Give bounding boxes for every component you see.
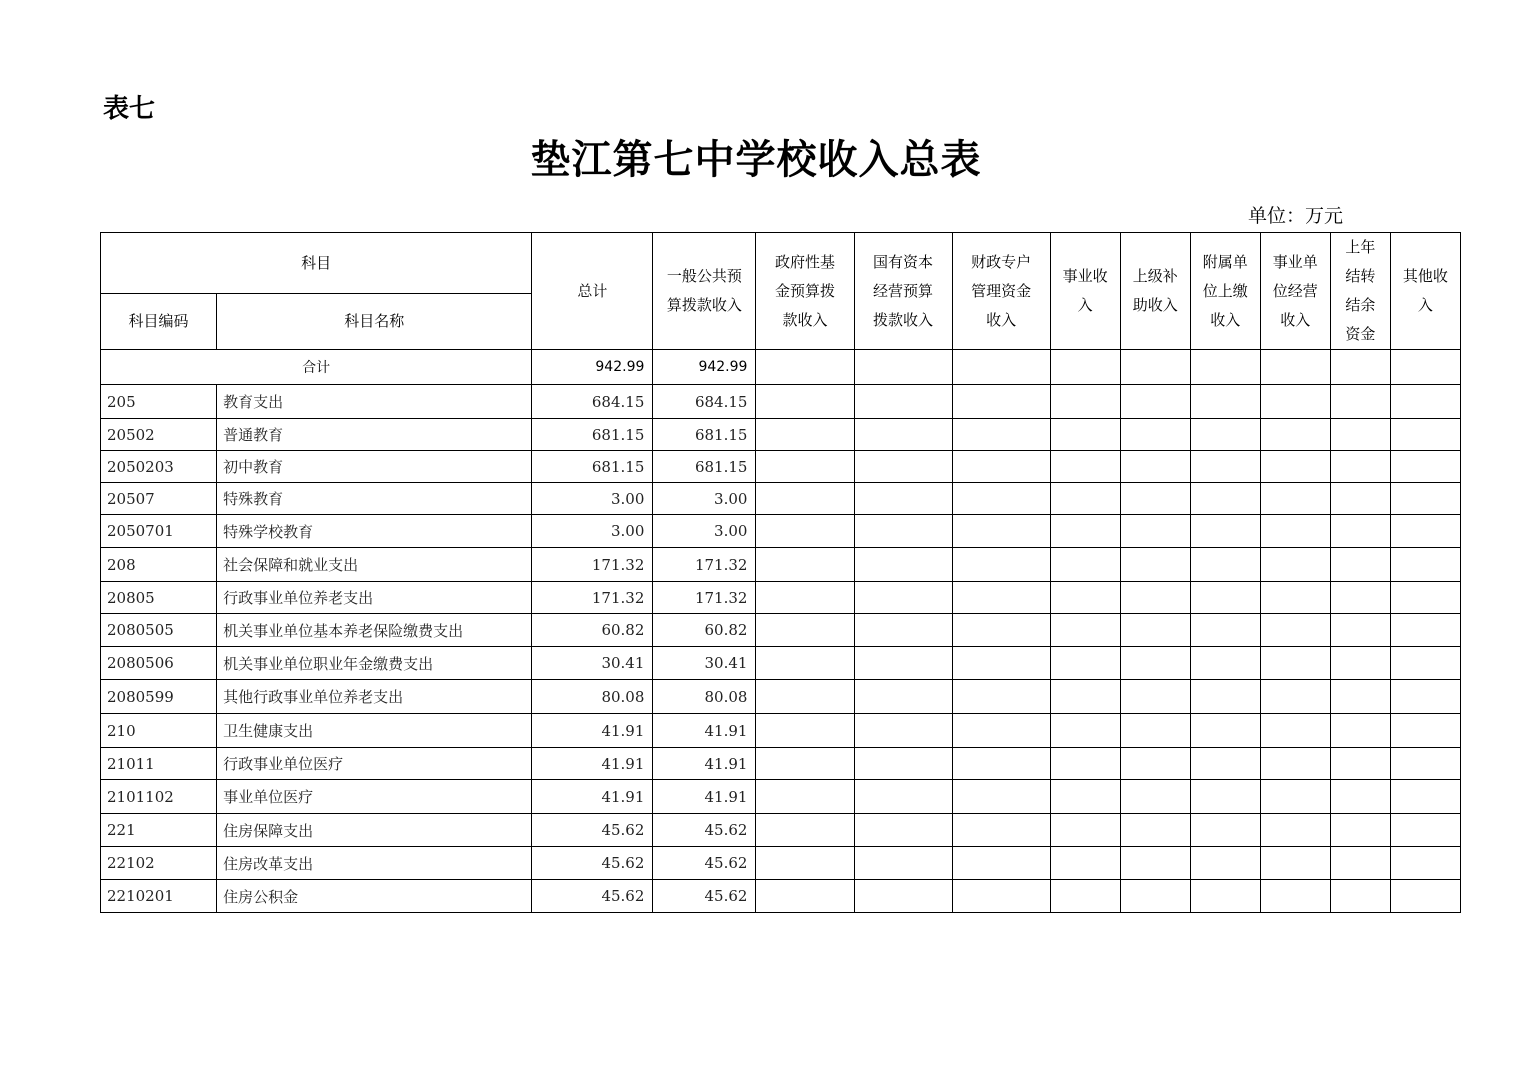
empty-cell [1390, 483, 1460, 515]
header-name: 科目名称 [217, 294, 532, 350]
row-general-budget: 171.32 [653, 582, 756, 614]
row-code: 20805 [101, 582, 217, 614]
empty-cell [1050, 814, 1120, 847]
row-total: 41.91 [532, 714, 653, 748]
table-row [101, 880, 1461, 913]
empty-cell [1190, 847, 1260, 880]
empty-cell [854, 847, 952, 880]
empty-cell [1260, 483, 1330, 515]
row-total: 41.91 [532, 780, 653, 814]
empty-cell [1190, 451, 1260, 483]
row-total: 681.15 [532, 451, 653, 483]
empty-cell [952, 780, 1050, 814]
empty-cell [1120, 582, 1190, 614]
row-code: 20502 [101, 419, 217, 451]
row-name: 住房公积金 [217, 880, 532, 913]
empty-cell [756, 748, 854, 780]
header-row-1 [101, 233, 1461, 294]
table-row [101, 614, 1461, 647]
empty-cell [1120, 680, 1190, 714]
header-other-income: 其他收入 [1390, 233, 1460, 350]
table-row [101, 847, 1461, 880]
empty-cell [1330, 780, 1390, 814]
row-general-budget: 41.91 [653, 780, 756, 814]
table-row [101, 814, 1461, 847]
row-name: 普通教育 [217, 419, 532, 451]
row-general-budget: 3.00 [653, 483, 756, 515]
row-total: 3.00 [532, 483, 653, 515]
row-code: 22102 [101, 847, 217, 880]
empty-cell [1390, 614, 1460, 647]
empty-cell [1330, 419, 1390, 451]
header-fiscal-special: 财政专户管理资金收入 [952, 233, 1050, 350]
header-general-budget: 一般公共预算拨款收入 [653, 233, 756, 350]
empty-cell [1390, 847, 1460, 880]
row-total: 45.62 [532, 880, 653, 913]
row-code: 208 [101, 548, 217, 582]
header-state-capital: 国有资本经营预算拨款收入 [854, 233, 952, 350]
row-total: 60.82 [532, 614, 653, 647]
row-total: 3.00 [532, 515, 653, 548]
header-subject: 科目 [101, 233, 532, 294]
empty-cell [1120, 385, 1190, 419]
empty-cell [1260, 582, 1330, 614]
empty-cell [1120, 780, 1190, 814]
empty-cell [756, 780, 854, 814]
empty-cell [854, 385, 952, 419]
row-total: 45.62 [532, 814, 653, 847]
row-general-budget: 681.15 [653, 451, 756, 483]
table-row [101, 385, 1461, 419]
empty-cell [1330, 680, 1390, 714]
row-code: 20507 [101, 483, 217, 515]
row-code: 2210201 [101, 880, 217, 913]
empty-cell [756, 582, 854, 614]
empty-cell [756, 515, 854, 548]
table-row [101, 680, 1461, 714]
empty-cell [854, 614, 952, 647]
row-name: 初中教育 [217, 451, 532, 483]
row-general-budget: 41.91 [653, 714, 756, 748]
empty-cell [1330, 647, 1390, 680]
empty-cell [1050, 451, 1120, 483]
empty-cell [1390, 419, 1460, 451]
row-total: 171.32 [532, 548, 653, 582]
empty-cell [1260, 780, 1330, 814]
empty-cell [854, 515, 952, 548]
table-number: 表七 [103, 94, 156, 124]
empty-cell [756, 548, 854, 582]
empty-cell [952, 680, 1050, 714]
empty-cell [1050, 483, 1120, 515]
empty-cell [1390, 385, 1460, 419]
empty-cell [1260, 350, 1330, 385]
empty-cell [854, 780, 952, 814]
empty-cell [1190, 614, 1260, 647]
row-general-budget: 45.62 [653, 847, 756, 880]
empty-cell [854, 680, 952, 714]
row-total: 681.15 [532, 419, 653, 451]
empty-cell [952, 483, 1050, 515]
empty-cell [1050, 680, 1120, 714]
row-name: 住房保障支出 [217, 814, 532, 847]
empty-cell [1190, 350, 1260, 385]
empty-cell [1390, 748, 1460, 780]
empty-cell [1260, 647, 1330, 680]
row-name: 住房改革支出 [217, 847, 532, 880]
empty-cell [756, 483, 854, 515]
empty-cell [1050, 880, 1120, 913]
table-row [101, 582, 1461, 614]
empty-cell [1120, 483, 1190, 515]
empty-cell [756, 385, 854, 419]
table-row [101, 647, 1461, 680]
empty-cell [756, 714, 854, 748]
empty-cell [756, 419, 854, 451]
empty-cell [756, 451, 854, 483]
row-name: 机关事业单位职业年金缴费支出 [217, 647, 532, 680]
empty-cell [1330, 847, 1390, 880]
empty-cell [1390, 582, 1460, 614]
empty-cell [1120, 451, 1190, 483]
empty-cell [1330, 814, 1390, 847]
empty-cell [1050, 780, 1120, 814]
table-row [101, 515, 1461, 548]
empty-cell [952, 880, 1050, 913]
empty-cell [1190, 385, 1260, 419]
empty-cell [1190, 780, 1260, 814]
row-general-budget: 41.91 [653, 748, 756, 780]
row-total: 684.15 [532, 385, 653, 419]
empty-cell [952, 385, 1050, 419]
empty-cell [854, 647, 952, 680]
empty-cell [952, 647, 1050, 680]
empty-cell [756, 647, 854, 680]
row-code: 210 [101, 714, 217, 748]
empty-cell [1260, 847, 1330, 880]
row-code: 2080506 [101, 647, 217, 680]
empty-cell [1050, 350, 1120, 385]
empty-cell [952, 847, 1050, 880]
empty-cell [854, 548, 952, 582]
row-name: 社会保障和就业支出 [217, 548, 532, 582]
empty-cell [1190, 680, 1260, 714]
empty-cell [952, 714, 1050, 748]
header-superior-subsidy: 上级补助收入 [1120, 233, 1190, 350]
header-business-operation: 事业单位经营收入 [1260, 233, 1330, 350]
empty-cell [1390, 548, 1460, 582]
empty-cell [1120, 614, 1190, 647]
empty-cell [1050, 614, 1120, 647]
empty-cell [1260, 814, 1330, 847]
empty-cell [952, 350, 1050, 385]
empty-cell [1190, 714, 1260, 748]
row-name: 事业单位医疗 [217, 780, 532, 814]
row-code: 221 [101, 814, 217, 847]
empty-cell [1390, 780, 1460, 814]
page-title: 垫江第七中学校收入总表 [530, 136, 982, 183]
empty-cell [1260, 548, 1330, 582]
empty-cell [1260, 451, 1330, 483]
empty-cell [952, 515, 1050, 548]
empty-cell [1050, 385, 1120, 419]
empty-cell [1390, 814, 1460, 847]
empty-cell [1190, 814, 1260, 847]
empty-cell [1120, 748, 1190, 780]
row-code: 205 [101, 385, 217, 419]
header-total: 总计 [532, 233, 653, 350]
header-gov-fund: 政府性基金预算拨款收入 [756, 233, 854, 350]
empty-cell [1330, 483, 1390, 515]
row-code: 2050203 [101, 451, 217, 483]
empty-cell [1050, 847, 1120, 880]
empty-cell [1120, 350, 1190, 385]
empty-cell [952, 614, 1050, 647]
table-row [101, 548, 1461, 582]
empty-cell [756, 814, 854, 847]
empty-cell [1330, 548, 1390, 582]
row-total: 30.41 [532, 647, 653, 680]
empty-cell [952, 814, 1050, 847]
row-total: 80.08 [532, 680, 653, 714]
empty-cell [1190, 483, 1260, 515]
empty-cell [952, 451, 1050, 483]
empty-cell [756, 847, 854, 880]
row-code: 2080505 [101, 614, 217, 647]
empty-cell [1120, 814, 1190, 847]
empty-cell [1190, 582, 1260, 614]
row-general-budget: 681.15 [653, 419, 756, 451]
row-name: 其他行政事业单位养老支出 [217, 680, 532, 714]
empty-cell [756, 680, 854, 714]
empty-cell [1190, 748, 1260, 780]
empty-cell [1260, 515, 1330, 548]
empty-cell [1260, 748, 1330, 780]
empty-cell [1330, 582, 1390, 614]
empty-cell [756, 880, 854, 913]
total-row [101, 350, 1461, 385]
empty-cell [1260, 680, 1330, 714]
empty-cell [1390, 451, 1460, 483]
row-total: 41.91 [532, 748, 653, 780]
empty-cell [1120, 847, 1190, 880]
empty-cell [1050, 748, 1120, 780]
row-general-budget: 171.32 [653, 548, 756, 582]
header-business-income: 事业收入 [1050, 233, 1120, 350]
row-code: 2101102 [101, 780, 217, 814]
total-general-budget-value: 942.99 [653, 350, 756, 385]
empty-cell [1390, 647, 1460, 680]
empty-cell [1390, 515, 1460, 548]
empty-cell [1330, 385, 1390, 419]
empty-cell [756, 614, 854, 647]
row-general-budget: 3.00 [653, 515, 756, 548]
empty-cell [952, 548, 1050, 582]
empty-cell [1390, 714, 1460, 748]
empty-cell [854, 451, 952, 483]
row-code: 2080599 [101, 680, 217, 714]
empty-cell [1190, 548, 1260, 582]
empty-cell [1330, 350, 1390, 385]
empty-cell [854, 483, 952, 515]
row-general-budget: 45.62 [653, 880, 756, 913]
total-value: 942.99 [532, 350, 653, 385]
row-general-budget: 80.08 [653, 680, 756, 714]
empty-cell [1330, 614, 1390, 647]
header-affiliated-income: 附属单位上缴收入 [1190, 233, 1260, 350]
table-row [101, 748, 1461, 780]
row-name: 卫生健康支出 [217, 714, 532, 748]
empty-cell [1050, 582, 1120, 614]
row-general-budget: 684.15 [653, 385, 756, 419]
row-name: 教育支出 [217, 385, 532, 419]
row-general-budget: 60.82 [653, 614, 756, 647]
empty-cell [1190, 515, 1260, 548]
empty-cell [952, 582, 1050, 614]
empty-cell [1330, 748, 1390, 780]
empty-cell [1190, 647, 1260, 680]
empty-cell [1050, 548, 1120, 582]
empty-cell [1050, 647, 1120, 680]
empty-cell [952, 748, 1050, 780]
header-prior-year-balance: 上年结转结余资金 [1330, 233, 1390, 350]
empty-cell [1190, 419, 1260, 451]
row-name: 行政事业单位养老支出 [217, 582, 532, 614]
row-name: 机关事业单位基本养老保险缴费支出 [217, 614, 532, 647]
total-label: 合计 [101, 350, 532, 385]
row-general-budget: 30.41 [653, 647, 756, 680]
empty-cell [1120, 880, 1190, 913]
row-code: 21011 [101, 748, 217, 780]
row-total: 171.32 [532, 582, 653, 614]
empty-cell [952, 419, 1050, 451]
empty-cell [1260, 880, 1330, 913]
empty-cell [1390, 680, 1460, 714]
table-row [101, 483, 1461, 515]
row-total: 45.62 [532, 847, 653, 880]
income-table [100, 232, 1461, 913]
empty-cell [1390, 350, 1460, 385]
row-name: 特殊学校教育 [217, 515, 532, 548]
row-name: 特殊教育 [217, 483, 532, 515]
table-row [101, 780, 1461, 814]
row-code: 2050701 [101, 515, 217, 548]
empty-cell [1330, 451, 1390, 483]
empty-cell [854, 748, 952, 780]
table-row [101, 714, 1461, 748]
empty-cell [854, 880, 952, 913]
empty-cell [756, 350, 854, 385]
empty-cell [854, 582, 952, 614]
empty-cell [1120, 419, 1190, 451]
empty-cell [854, 814, 952, 847]
empty-cell [1260, 385, 1330, 419]
empty-cell [1330, 714, 1390, 748]
empty-cell [1330, 515, 1390, 548]
empty-cell [854, 419, 952, 451]
table-row [101, 419, 1461, 451]
empty-cell [1050, 515, 1120, 548]
empty-cell [1120, 714, 1190, 748]
empty-cell [1260, 419, 1330, 451]
empty-cell [1260, 714, 1330, 748]
empty-cell [1050, 714, 1120, 748]
empty-cell [1120, 647, 1190, 680]
empty-cell [1050, 419, 1120, 451]
empty-cell [1260, 614, 1330, 647]
empty-cell [1190, 880, 1260, 913]
empty-cell [1390, 880, 1460, 913]
empty-cell [1120, 548, 1190, 582]
table-row [101, 451, 1461, 483]
header-code: 科目编码 [101, 294, 217, 350]
empty-cell [854, 350, 952, 385]
empty-cell [1330, 880, 1390, 913]
row-general-budget: 45.62 [653, 814, 756, 847]
empty-cell [854, 714, 952, 748]
empty-cell [1120, 515, 1190, 548]
unit-label: 单位：万元 [1248, 205, 1344, 227]
row-name: 行政事业单位医疗 [217, 748, 532, 780]
